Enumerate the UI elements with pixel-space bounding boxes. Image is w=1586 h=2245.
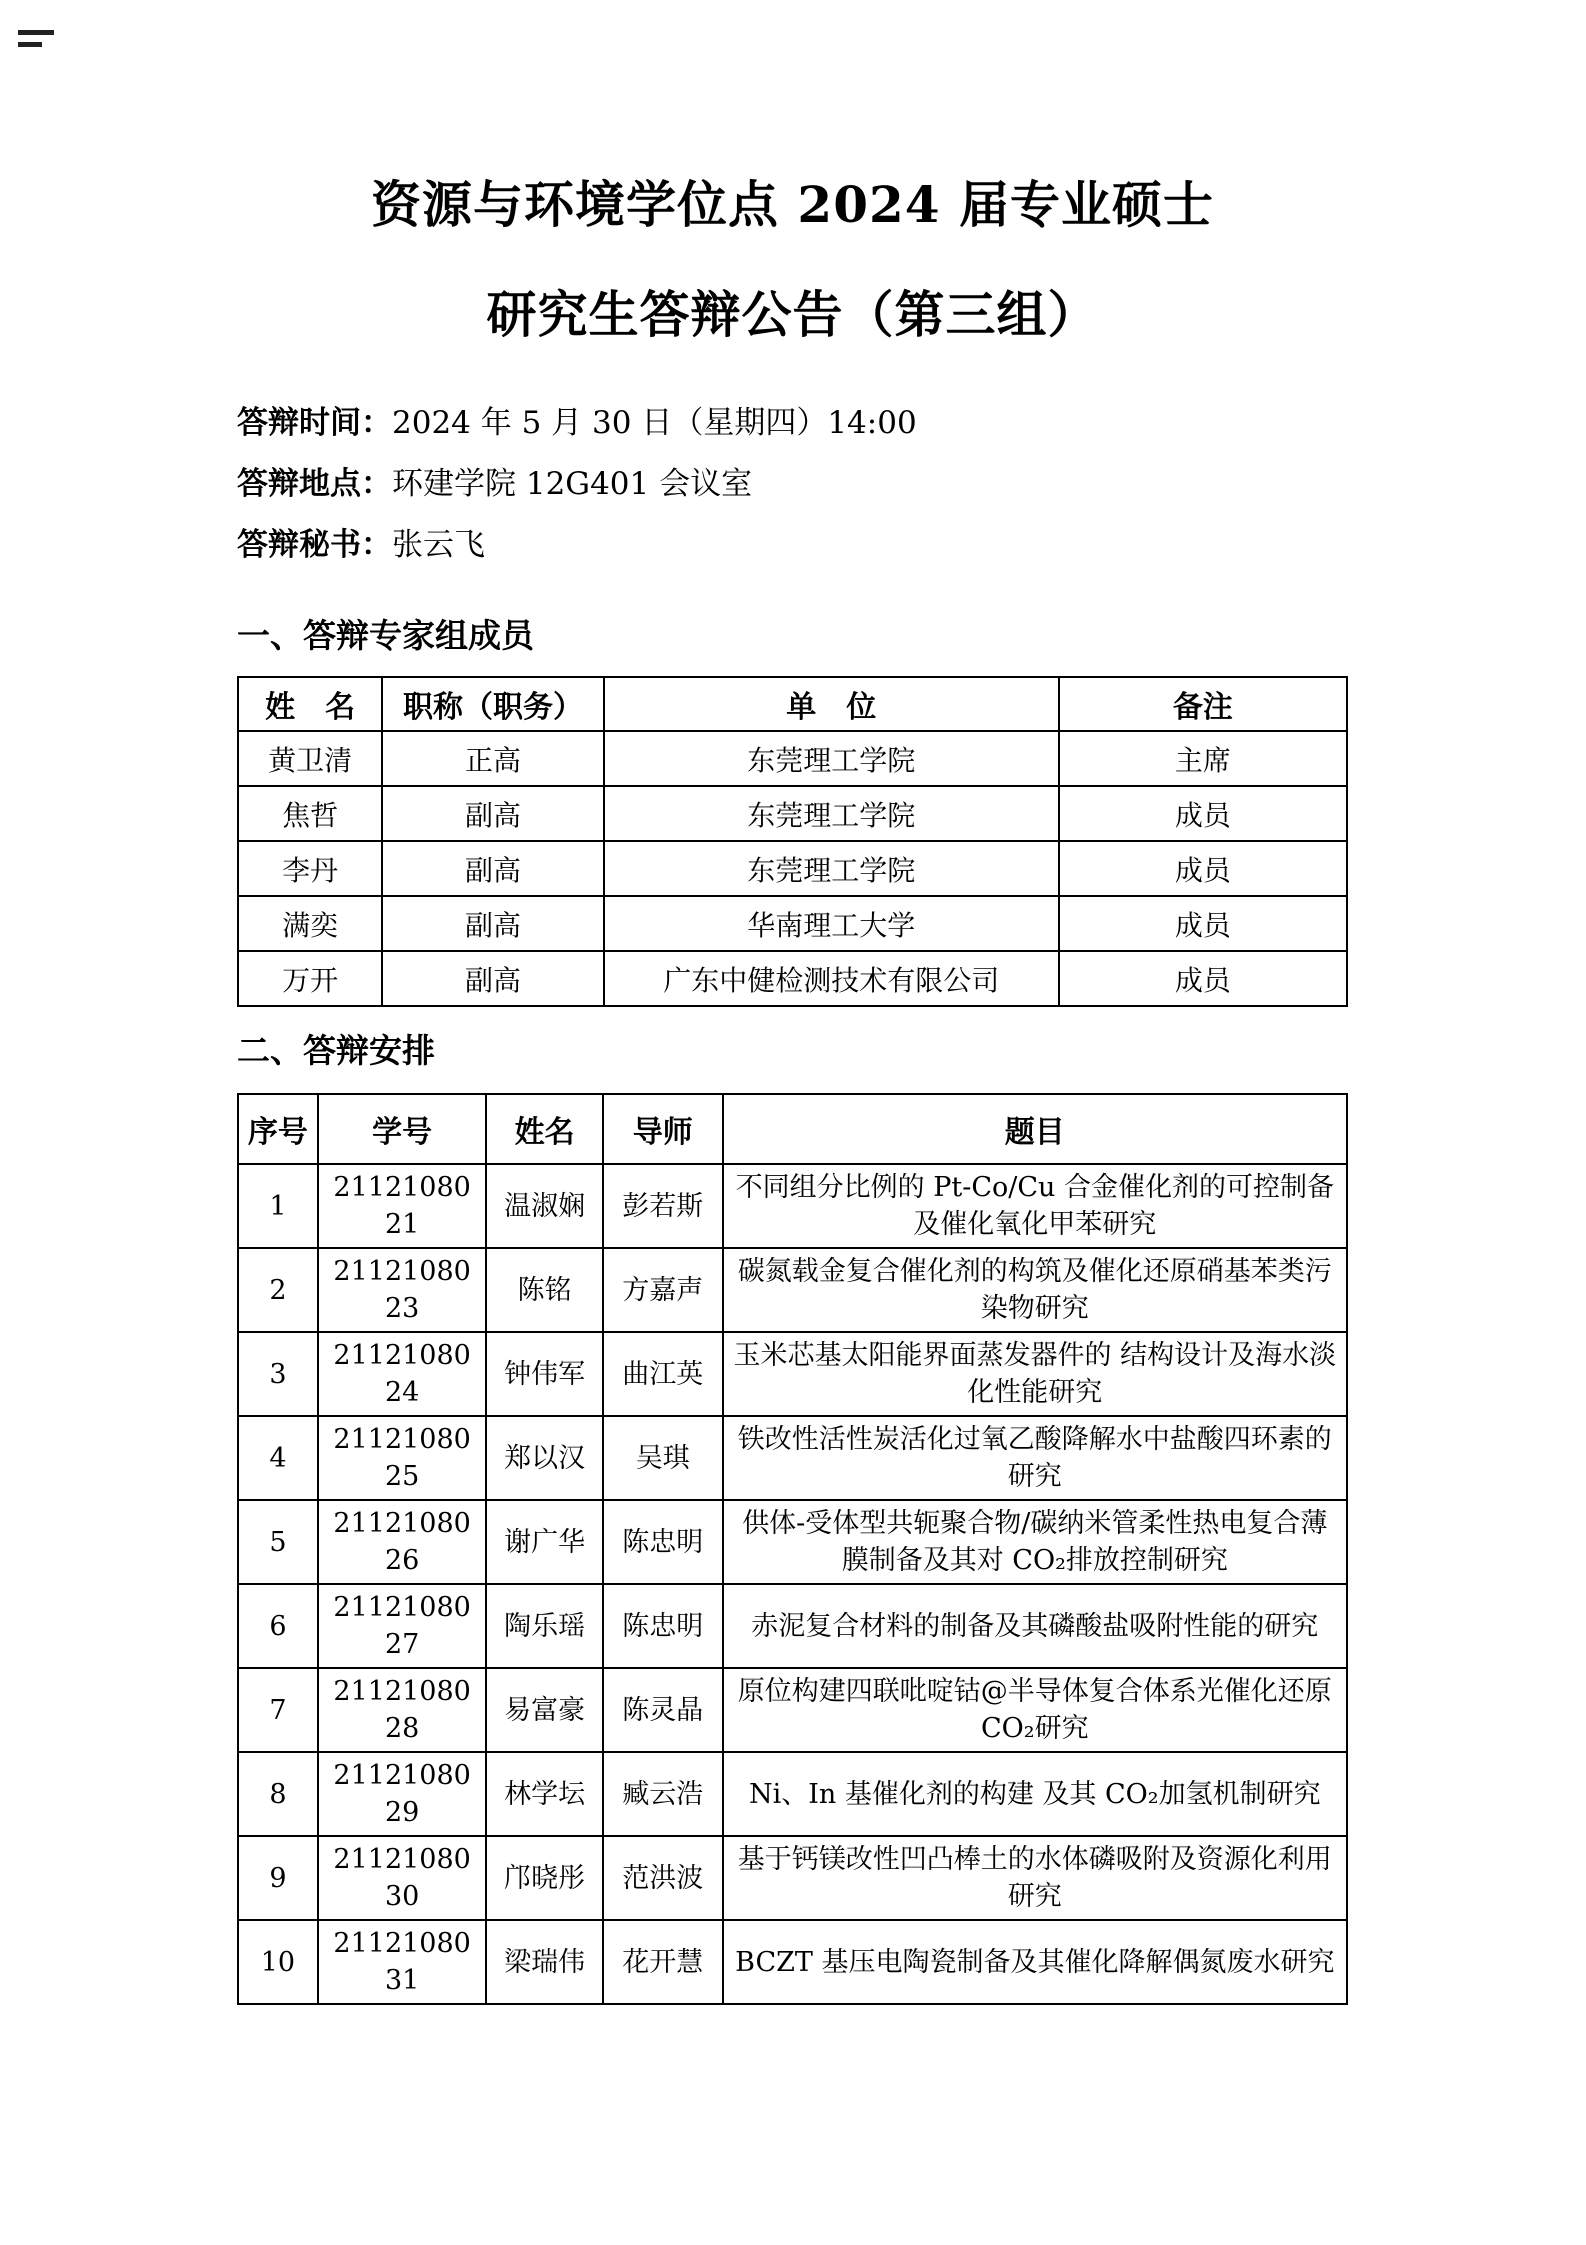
- table-row: [238, 1164, 1347, 1248]
- table-cell: 陈忠明: [603, 1584, 723, 1668]
- defense-info: [237, 400, 1348, 568]
- table-cell: 副高: [382, 786, 604, 841]
- table-cell: 铁改性活性炭活化过氧乙酸降解水中盐酸四环素的研究: [723, 1416, 1347, 1500]
- table-row: [238, 1416, 1347, 1500]
- table-cell: 曲江英: [603, 1332, 723, 1416]
- table-row: [238, 1836, 1347, 1920]
- table-cell: 2112108026: [318, 1500, 487, 1584]
- defense-time-value: 2024 年 5 月 30 日（星期四）14:00: [392, 405, 917, 441]
- table-row: [238, 1668, 1347, 1752]
- table-row: [238, 1332, 1347, 1416]
- table-cell: 满奕: [238, 896, 382, 951]
- defense-location-label: 答辩地点：: [237, 466, 392, 502]
- table-cell: 陈忠明: [603, 1500, 723, 1584]
- table-cell: 副高: [382, 951, 604, 1006]
- table-cell: 钟伟军: [486, 1332, 602, 1416]
- column-header: 姓名: [486, 1094, 602, 1164]
- table-cell: 不同组分比例的 Pt-Co/Cu 合金催化剂的可控制备及催化氧化甲苯研究: [723, 1164, 1347, 1248]
- table-cell: 2: [238, 1248, 318, 1332]
- table-cell: 2112108029: [318, 1752, 487, 1836]
- table-cell: 玉米芯基太阳能界面蒸发器件的 结构设计及海水淡化性能研究: [723, 1332, 1347, 1416]
- table-row: [238, 1920, 1347, 2004]
- table-cell: 梁瑞伟: [486, 1920, 602, 2004]
- table-cell: 6: [238, 1584, 318, 1668]
- experts-table: [237, 676, 1348, 1007]
- table-cell: 花开慧: [603, 1920, 723, 2004]
- column-header: 职称（职务）: [382, 677, 604, 731]
- table-row: [238, 951, 1347, 1006]
- table-cell: 广东中健检测技术有限公司: [604, 951, 1059, 1006]
- table-row: [238, 1752, 1347, 1836]
- schedule-table: [237, 1093, 1348, 2005]
- table-cell: 吴琪: [603, 1416, 723, 1500]
- table-cell: 万开: [238, 951, 382, 1006]
- table-cell: 基于钙镁改性凹凸棒土的水体磷吸附及资源化利用研究: [723, 1836, 1347, 1920]
- defense-time-line: [237, 400, 1348, 446]
- table-cell: 黄卫清: [238, 731, 382, 786]
- table-cell: 陶乐瑶: [486, 1584, 602, 1668]
- table-cell: 臧云浩: [603, 1752, 723, 1836]
- table-row: [238, 896, 1347, 951]
- table-cell: 4: [238, 1416, 318, 1500]
- table-cell: 范洪波: [603, 1836, 723, 1920]
- schedule-table-head: [238, 1094, 1347, 1164]
- table-cell: 7: [238, 1668, 318, 1752]
- table-cell: 2112108027: [318, 1584, 487, 1668]
- table-cell: 华南理工大学: [604, 896, 1059, 951]
- page-title: [237, 150, 1348, 370]
- table-cell: 正高: [382, 731, 604, 786]
- experts-table-head: [238, 677, 1347, 731]
- table-cell: 副高: [382, 896, 604, 951]
- table-cell: 东莞理工学院: [604, 786, 1059, 841]
- table-cell: 9: [238, 1836, 318, 1920]
- table-cell: 2112108024: [318, 1332, 487, 1416]
- table-row: [238, 1584, 1347, 1668]
- table-cell: 易富豪: [486, 1668, 602, 1752]
- table-cell: 副高: [382, 841, 604, 896]
- table-cell: 彭若斯: [603, 1164, 723, 1248]
- table-cell: 供体-受体型共轭聚合物/碳纳米管柔性热电复合薄膜制备及其对 CO₂排放控制研究: [723, 1500, 1347, 1584]
- table-cell: 温淑娴: [486, 1164, 602, 1248]
- column-header: 序号: [238, 1094, 318, 1164]
- section-heading-experts: 一、答辩专家组成员: [237, 616, 534, 655]
- table-row: [238, 841, 1347, 896]
- header-row: [238, 677, 1347, 731]
- table-cell: 主席: [1059, 731, 1347, 786]
- table-cell: 方嘉声: [603, 1248, 723, 1332]
- section-heading-schedule: 二、答辩安排: [237, 1031, 435, 1070]
- table-cell: 成员: [1059, 896, 1347, 951]
- table-cell: 邝晓彤: [486, 1836, 602, 1920]
- table-cell: 赤泥复合材料的制备及其磷酸盐吸附性能的研究: [723, 1584, 1347, 1668]
- table-cell: 2112108025: [318, 1416, 487, 1500]
- table-cell: 谢广华: [486, 1500, 602, 1584]
- table-row: [238, 786, 1347, 841]
- column-header: 导师: [603, 1094, 723, 1164]
- column-header: 姓 名: [238, 677, 382, 731]
- table-cell: 1: [238, 1164, 318, 1248]
- schedule-table-body: [238, 1164, 1347, 2004]
- table-cell: 10: [238, 1920, 318, 2004]
- table-cell: 东莞理工学院: [604, 731, 1059, 786]
- table-cell: 陈灵晶: [603, 1668, 723, 1752]
- table-cell: 东莞理工学院: [604, 841, 1059, 896]
- defense-time-label: 答辩时间：: [237, 405, 392, 441]
- table-cell: 郑以汉: [486, 1416, 602, 1500]
- table-cell: 2112108031: [318, 1920, 487, 2004]
- table-row: [238, 1500, 1347, 1584]
- table-cell: 李丹: [238, 841, 382, 896]
- table-cell: 8: [238, 1752, 318, 1836]
- page-title-line-1: 资源与环境学位点 2024 届专业硕士: [371, 175, 1214, 234]
- table-cell: 碳氮载金复合催化剂的构筑及催化还原硝基苯类污染物研究: [723, 1248, 1347, 1332]
- page-title-line-2: 研究生答辩公告（第三组）: [486, 285, 1099, 344]
- table-cell: 2112108030: [318, 1836, 487, 1920]
- table-cell: 5: [238, 1500, 318, 1584]
- table-cell: 2112108028: [318, 1668, 487, 1752]
- table-row: [238, 731, 1347, 786]
- experts-table-body: [238, 731, 1347, 1006]
- table-cell: 2112108021: [318, 1164, 487, 1248]
- table-cell: 2112108023: [318, 1248, 487, 1332]
- table-cell: 焦哲: [238, 786, 382, 841]
- corner-mark-icon: [18, 28, 58, 50]
- defense-location-value: 环建学院 12G401 会议室: [392, 466, 753, 502]
- table-cell: 成员: [1059, 786, 1347, 841]
- defense-secretary-label: 答辩秘书：: [237, 527, 392, 563]
- column-header: 备注: [1059, 677, 1347, 731]
- column-header: 单 位: [604, 677, 1059, 731]
- table-row: [238, 1248, 1347, 1332]
- defense-location-line: [237, 461, 1348, 507]
- defense-secretary-line: [237, 522, 1348, 568]
- table-cell: 3: [238, 1332, 318, 1416]
- table-cell: 成员: [1059, 841, 1347, 896]
- column-header: 学号: [318, 1094, 487, 1164]
- defense-secretary-value: 张云飞: [392, 527, 485, 563]
- header-row: [238, 1094, 1347, 1164]
- table-cell: 成员: [1059, 951, 1347, 1006]
- table-cell: Ni、In 基催化剂的构建 及其 CO₂加氢机制研究: [723, 1752, 1347, 1836]
- table-cell: 林学坛: [486, 1752, 602, 1836]
- table-cell: BCZT 基压电陶瓷制备及其催化降解偶氮废水研究: [723, 1920, 1347, 2004]
- column-header: 题目: [723, 1094, 1347, 1164]
- table-cell: 陈铭: [486, 1248, 602, 1332]
- table-cell: 原位构建四联吡啶钴@半导体复合体系光催化还原 CO₂研究: [723, 1668, 1347, 1752]
